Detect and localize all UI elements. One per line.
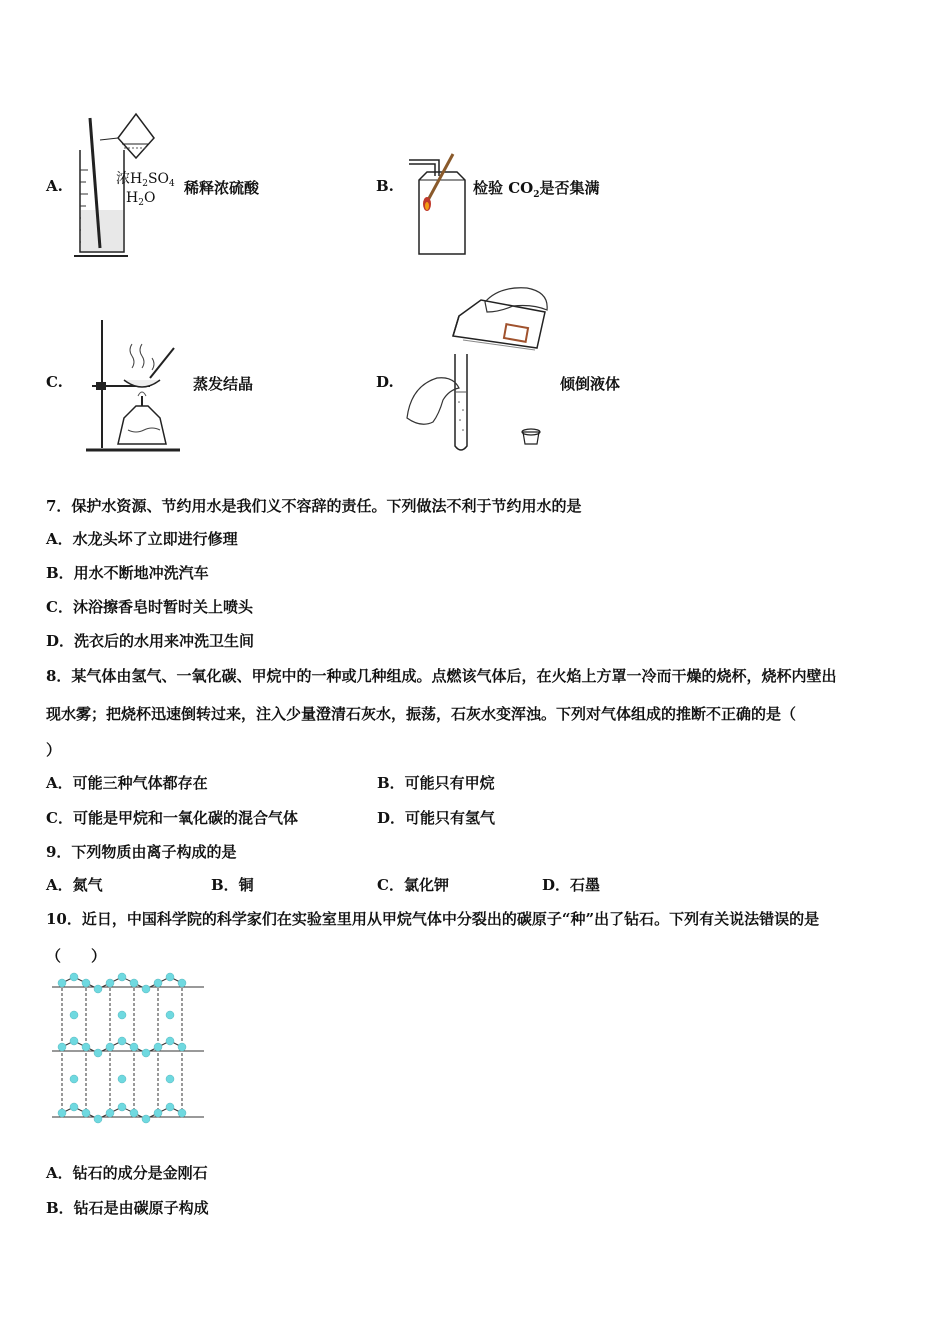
option-letter: B. xyxy=(376,177,394,195)
option-a: A．钻石的成分是金刚石 xyxy=(46,1164,208,1182)
question-stem-line3: ） xyxy=(46,741,62,759)
lattice-atom xyxy=(82,1043,90,1051)
lattice-atom xyxy=(106,979,114,987)
lattice-atom xyxy=(130,979,138,987)
question-stem-line1: 10．近日，中国科学院的科学家们在实验室里用从甲烷气体中分裂出的碳原子“种”出了钻石。下列有关说法错误的是 xyxy=(46,910,820,928)
lattice-atom xyxy=(178,1043,186,1051)
lattice-atom xyxy=(106,1043,114,1051)
option-caption: 蒸发结晶 xyxy=(193,375,254,393)
lattice-atom xyxy=(70,1011,78,1019)
diamond-lattice-figure xyxy=(48,975,208,1127)
lattice-atom xyxy=(70,1037,78,1045)
question-stem: 7．保护水资源、节约用水是我们义不容辞的责任。下列做法不利于节约用水的是 xyxy=(46,497,582,515)
option-c: C．氯化钾 xyxy=(377,876,449,894)
dilute-sulfuric-acid-figure xyxy=(72,110,182,260)
option-caption: 检验 $CO_2$是否集满 xyxy=(473,179,600,200)
lattice-atom xyxy=(142,1049,150,1057)
option-d: D．洗衣后的水用来冲洗卫生间 xyxy=(46,632,255,650)
option-caption: 倾倒液体 xyxy=(560,375,621,393)
svg-text:浓H2SO4: 浓$H_2SO_4$ xyxy=(116,171,175,189)
option-b: B．可能只有甲烷 xyxy=(377,774,495,792)
lattice-atom xyxy=(130,1109,138,1117)
lattice-atom xyxy=(58,1043,66,1051)
option-c: C．沐浴擦香皂时暂时关上喷头 xyxy=(46,598,253,616)
svg-text:H2O: $H_2O$ xyxy=(126,190,156,208)
lattice-atom xyxy=(142,1115,150,1123)
question-stem-line2: 现水雾；把烧杯迅速倒转过来，注入少量澄清石灰水，振荡，石灰水变浑浊。下列对气体组成的推断不正确的是（ xyxy=(46,705,797,723)
lattice-atom xyxy=(178,979,186,987)
lattice-atom xyxy=(118,1103,126,1111)
lattice-atom xyxy=(166,1075,174,1083)
lattice-atom xyxy=(166,1011,174,1019)
option-b: B．用水不断地冲洗汽车 xyxy=(46,564,209,582)
lattice-atom xyxy=(118,1011,126,1019)
lattice-atom xyxy=(166,973,174,981)
option-a: A．可能三种气体都存在 xyxy=(46,774,208,792)
option-d: D．可能只有氢气 xyxy=(377,809,496,827)
option-a: A．水龙头坏了立即进行修理 xyxy=(46,530,238,548)
lattice-atom xyxy=(166,1037,174,1045)
lattice-atom xyxy=(94,985,102,993)
gas-collection-bottle-figure xyxy=(405,150,475,260)
option-d: D．石墨 xyxy=(542,876,601,894)
option-b: B．铜 xyxy=(211,876,254,894)
question-stem: 9．下列物质由离子构成的是 xyxy=(46,843,237,861)
lattice-atom xyxy=(142,985,150,993)
option-letter: D. xyxy=(376,373,394,391)
lattice-atom xyxy=(58,979,66,987)
lattice-atom xyxy=(82,979,90,987)
lattice-atom xyxy=(70,1075,78,1083)
lattice-atom xyxy=(166,1103,174,1111)
lattice-atom xyxy=(130,1043,138,1051)
question-stem-line2: （ ） xyxy=(46,947,107,965)
pouring-liquid-figure xyxy=(403,282,553,458)
evaporation-setup-figure xyxy=(80,318,190,458)
option-a: A．氮气 xyxy=(46,876,103,894)
lattice-atom xyxy=(106,1109,114,1117)
option-letter: A. xyxy=(46,177,63,195)
lattice-atom xyxy=(118,973,126,981)
lattice-atom xyxy=(58,1109,66,1117)
lattice-atom xyxy=(70,973,78,981)
option-caption: 稀释浓硫酸 xyxy=(184,179,260,197)
lattice-atom xyxy=(154,979,162,987)
lattice-atom xyxy=(154,1109,162,1117)
option-b: B．钻石是由碳原子构成 xyxy=(46,1199,209,1217)
lattice-atom xyxy=(118,1075,126,1083)
lattice-atom xyxy=(82,1109,90,1117)
question-stem-line1: 8．某气体由氢气、一氧化碳、甲烷中的一种或几种组成。点燃该气体后，在火焰上方罩一冷而干燥的烧杯，烧杯内壁出 xyxy=(46,667,837,685)
lattice-atom xyxy=(178,1109,186,1117)
lattice-atom xyxy=(94,1115,102,1123)
option-c: C．可能是甲烷和一氧化碳的混合气体 xyxy=(46,809,298,827)
lattice-atom xyxy=(70,1103,78,1111)
lattice-atom xyxy=(118,1037,126,1045)
lattice-atom xyxy=(154,1043,162,1051)
option-letter: C. xyxy=(46,373,63,391)
lattice-atom xyxy=(94,1049,102,1057)
